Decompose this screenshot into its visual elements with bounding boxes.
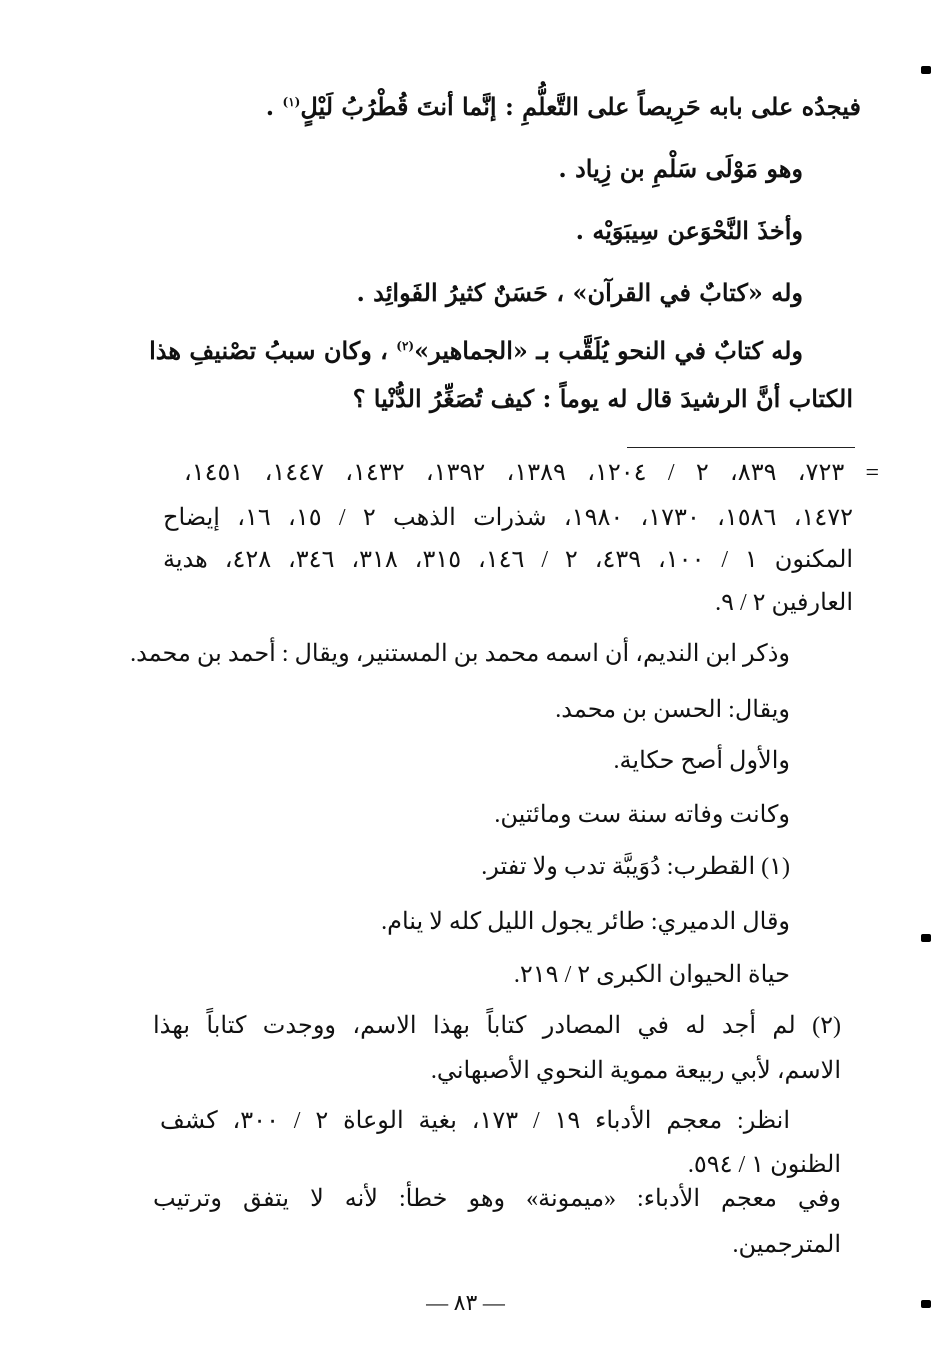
- footnote-continuation-line-3: المكنون ١ / ١٠٠، ٤٣٩، ٢ / ١٤٦، ٣١٥، ٣١٨، ٣٤٦، ٤٢٨، هدية: [163, 547, 854, 573]
- footnote-1-line-3: حياة الحيوان الكبرى ٢ / ٢١٩.: [513, 962, 790, 988]
- footnote-2-line-1: (٢) لم أجد له في المصادر كتاباً بهذا الاسم، ووجدت كتاباً بهذا: [153, 1013, 841, 1039]
- footnote-1-line-1: (١) القطرب: دُوَيبَّة تدب ولا تفتر.: [481, 854, 790, 880]
- footnote-2-line-3: انظر: معجم الأدباء ١٩ / ١٧٣، بغية الوعاة ٢ / ٣٠٠، كشف: [160, 1108, 791, 1134]
- footnote-paragraph-3: والأول أصح حكاية.: [613, 748, 790, 774]
- main-line-3: وأخذَ النَّحْوَعن سِيبَوَيْه .: [575, 216, 803, 245]
- main-line-2: وهو مَوْلَى سَلْمِ بن زِياد .: [558, 154, 803, 183]
- footnote-2-line-2: الاسم، لأبي ربيعة مموية النحوي الأصبهاني.: [430, 1058, 841, 1084]
- footnote-ref-2: (٢): [396, 339, 415, 353]
- margin-mark-mid: [921, 934, 931, 942]
- footnote-continuation-line-2: ١٤٧٢، ١٥٨٦، ١٧٣٠، ١٩٨٠، شذرات الذهب ٢ / ١٥، ١٦، إيضاح: [163, 505, 854, 531]
- main-line-1: فيجدُه على بابه حَرِيصاً على التَّعلُّمِ : إنَّما أنتَ قُطْرُبُ لَيْلٍ$^{(١)}$ .: [265, 92, 861, 121]
- footnote-continuation-line-1: = ٧٢٣، ٨٣٩، ٢ / ١٢٠٤، ١٣٨٩، ١٣٩٢، ١٤٣٢، ١٤٤٧، ١٤٥١،: [184, 460, 880, 486]
- footnote-2-line-6: المترجمين.: [732, 1232, 841, 1258]
- footnote-continuation-line-4: العارفين ٢ / ٩.: [715, 590, 853, 616]
- footnote-paragraph-2: ويقال: الحسن بن محمد.: [555, 697, 790, 723]
- footnote-paragraph-4: وكانت وفاته سنة ست ومائتين.: [494, 802, 790, 828]
- footnote-2-line-4: الظنون ١ / ٥٩٤.: [687, 1152, 841, 1178]
- footnote-2-line-5: وفي معجم الأدباء: «ميمونة» وهو خطأ: لأنه لا يتفق وترتيب: [153, 1186, 841, 1212]
- footnote-separator: [627, 447, 855, 448]
- footnote-1-line-2: وقال الدميري: طائر يجول الليل كله لا ينام.: [381, 909, 790, 935]
- footnote-ref-1: (١): [282, 95, 301, 109]
- main-line-5: وله كتابٌ في النحو يُلَقَّب بـ «الجماهير»$^{(٢)}$ ، وكان سببُ تصْنيفِ هذا: [149, 336, 803, 365]
- margin-mark-top: [921, 66, 931, 74]
- main-line-6: الكتاب أنَّ الرشيدَ قال له يوماً : كيف تُصَغِّرُ الدُّنْيا ؟: [352, 384, 853, 413]
- page-number: — ٨٣ —: [426, 1290, 505, 1315]
- footnote-paragraph-1: وذكر ابن النديم، أن اسمه محمد بن المستنير، ويقال : أحمد بن محمد.: [130, 641, 790, 667]
- main-line-4: وله «كتابٌ في القرآن» ، حَسَنٌ كثيرُ الفَوائِد .: [356, 278, 803, 307]
